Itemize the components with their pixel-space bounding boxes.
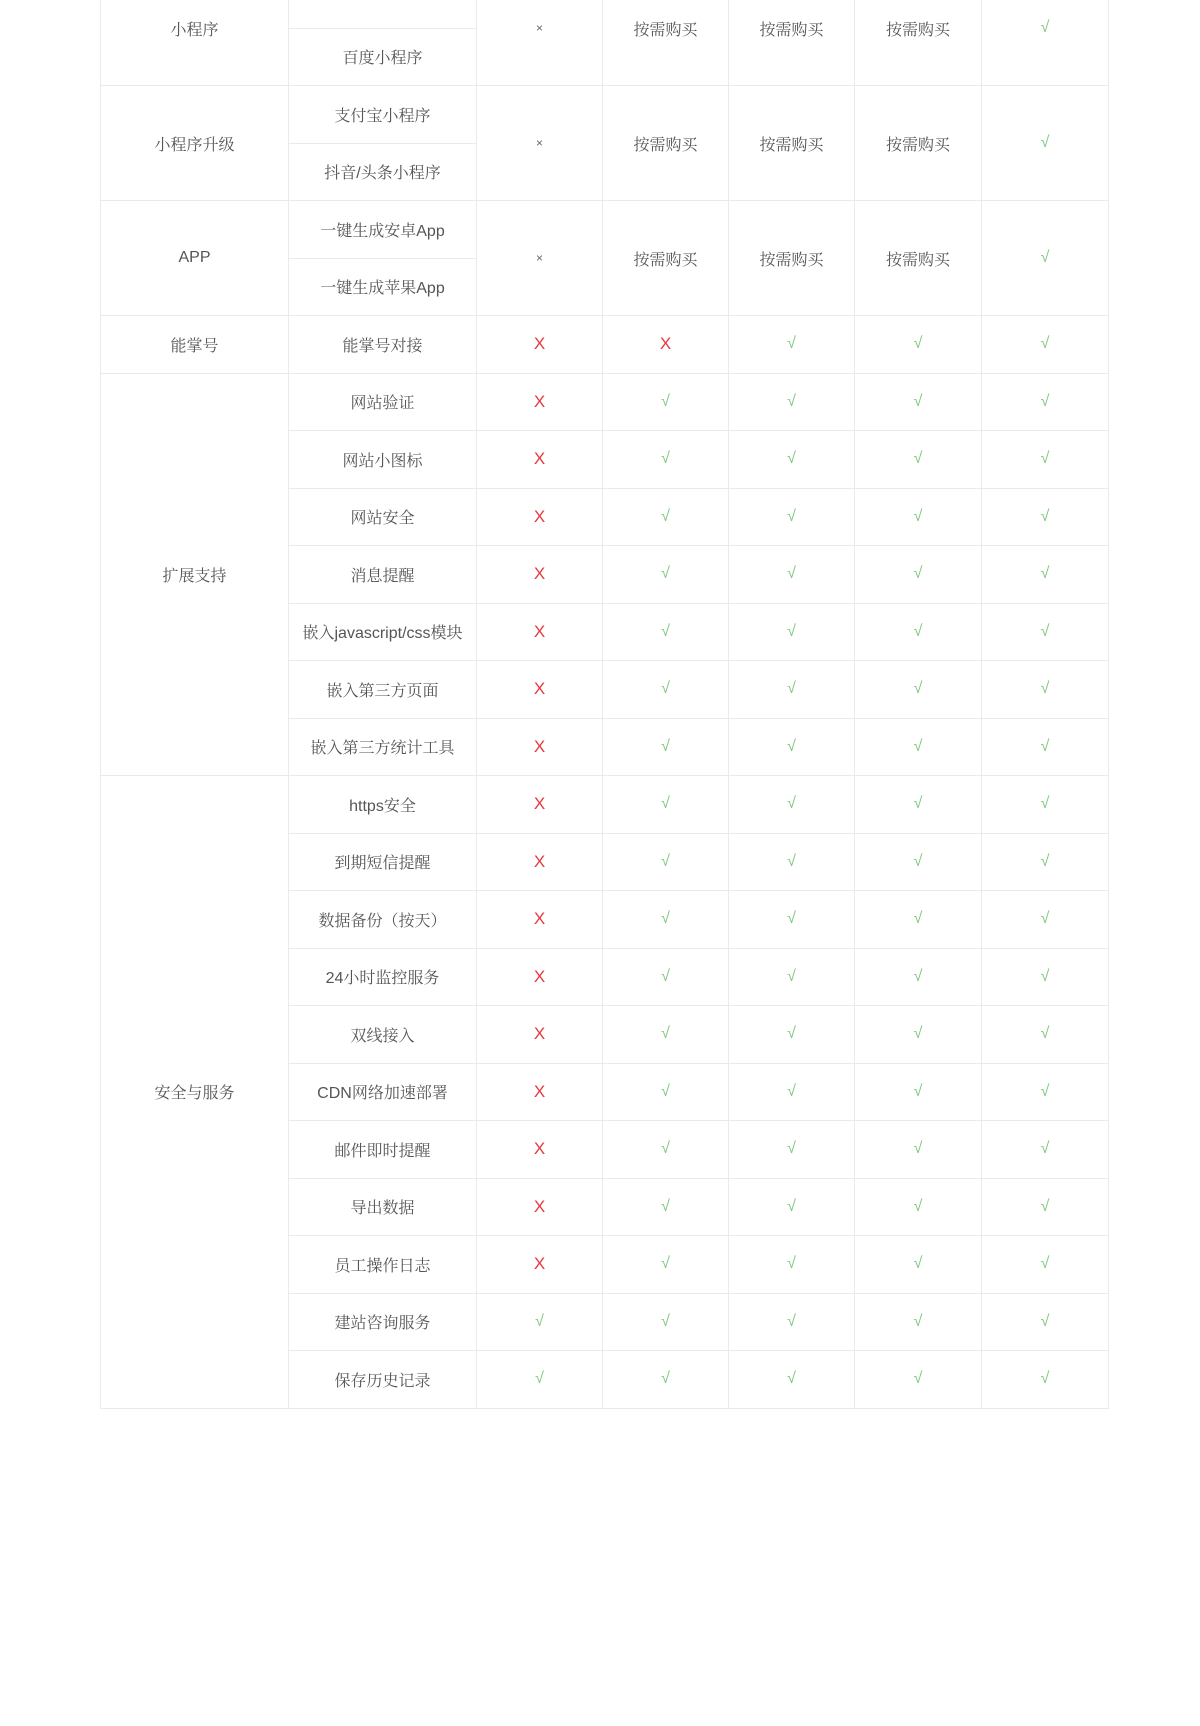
- buy-on-demand-label: 按需购买: [885, 21, 950, 39]
- plan-value-cell: [477, 1121, 603, 1179]
- plan-value-cell: [982, 201, 1109, 316]
- check-icon: √: [913, 507, 923, 525]
- feature-cell: 24小时监控服务: [289, 948, 477, 1006]
- plan-value-cell: [982, 0, 1109, 86]
- check-icon: √: [913, 1025, 923, 1043]
- plan-value-cell: [603, 431, 729, 489]
- plan-value-cell: [982, 1063, 1109, 1121]
- check-icon: √: [661, 737, 670, 755]
- check-icon: √: [787, 1255, 796, 1273]
- plan-value-cell: [855, 718, 982, 776]
- check-icon: √: [913, 737, 923, 755]
- cross-icon: X: [533, 1081, 546, 1101]
- plan-value-cell: [729, 431, 855, 489]
- plan-value-cell: [855, 776, 982, 834]
- plan-value-cell: [477, 891, 603, 949]
- check-icon: √: [913, 910, 923, 928]
- check-icon: √: [787, 565, 796, 583]
- check-icon: √: [1040, 19, 1050, 36]
- check-icon: √: [787, 1025, 796, 1043]
- check-icon: √: [1040, 910, 1050, 928]
- check-icon: √: [1040, 1140, 1050, 1158]
- plan-value-cell: [603, 316, 729, 374]
- plan-value-cell: [982, 1178, 1109, 1236]
- check-icon: √: [661, 680, 670, 698]
- check-icon: √: [787, 450, 796, 468]
- feature-cell: 网站验证: [289, 373, 477, 431]
- plan-value-cell: [477, 316, 603, 374]
- check-icon: √: [661, 795, 670, 813]
- feature-cell: 双线接入: [289, 1006, 477, 1064]
- cross-icon: ×: [535, 21, 543, 35]
- buy-on-demand-label: 按需购买: [633, 136, 698, 154]
- check-icon: √: [661, 392, 670, 410]
- plan-value-cell: [982, 86, 1109, 201]
- plan-value-cell: [729, 1351, 855, 1409]
- check-icon: √: [1040, 1197, 1050, 1215]
- feature-cell: 一键生成苹果App: [289, 258, 477, 316]
- plan-value-cell: [477, 833, 603, 891]
- cross-icon: X: [533, 564, 546, 584]
- plan-value-cell: [855, 833, 982, 891]
- check-icon: √: [535, 1312, 544, 1330]
- check-icon: √: [913, 622, 923, 640]
- buy-on-demand-label: 按需购买: [759, 136, 824, 154]
- check-icon: √: [787, 1370, 796, 1388]
- plan-value-cell: [855, 546, 982, 604]
- plan-value-cell: [982, 1236, 1109, 1294]
- check-icon: √: [661, 1370, 670, 1388]
- plan-value-cell: [982, 948, 1109, 1006]
- feature-cell: 嵌入第三方页面: [289, 661, 477, 719]
- feature-cell: [289, 0, 477, 28]
- plan-value-cell: [729, 86, 855, 201]
- buy-on-demand-label: 按需购买: [633, 251, 698, 269]
- plan-value-cell: [855, 488, 982, 546]
- check-icon: √: [787, 680, 796, 698]
- plan-value-cell: [477, 431, 603, 489]
- cross-icon: X: [533, 449, 546, 469]
- cross-icon: X: [533, 621, 546, 641]
- plan-value-cell: [729, 603, 855, 661]
- check-icon: √: [787, 507, 796, 525]
- plan-value-cell: [477, 201, 603, 316]
- check-icon: √: [787, 1312, 796, 1330]
- plan-value-cell: [603, 1351, 729, 1409]
- table-row: [101, 373, 1109, 431]
- plan-value-cell: [477, 488, 603, 546]
- plan-value-cell: [855, 316, 982, 374]
- plan-value-cell: [729, 316, 855, 374]
- cross-icon: X: [533, 1024, 546, 1044]
- plan-value-cell: [855, 891, 982, 949]
- plan-value-cell: [729, 373, 855, 431]
- check-icon: √: [913, 1082, 923, 1100]
- plan-value-cell: [982, 488, 1109, 546]
- check-icon: √: [1040, 1255, 1050, 1273]
- plan-value-cell: [603, 1178, 729, 1236]
- check-icon: √: [787, 910, 796, 928]
- category-cell: 扩展支持: [101, 373, 289, 776]
- plan-value-cell: [982, 603, 1109, 661]
- plan-value-cell: [729, 546, 855, 604]
- cross-icon: X: [533, 506, 546, 526]
- feature-cell: 嵌入第三方统计工具: [289, 718, 477, 776]
- plan-value-cell: [477, 546, 603, 604]
- buy-on-demand-label: 按需购买: [885, 251, 950, 269]
- check-icon: √: [1040, 565, 1050, 583]
- feature-cell: 建站咨询服务: [289, 1293, 477, 1351]
- feature-comparison-table: [100, 0, 1109, 1409]
- check-icon: √: [1040, 335, 1050, 353]
- check-icon: √: [661, 1140, 670, 1158]
- plan-value-cell: [729, 776, 855, 834]
- buy-on-demand-label: 按需购买: [759, 251, 824, 269]
- plan-value-cell: [603, 1006, 729, 1064]
- plan-value-cell: [603, 546, 729, 604]
- plan-value-cell: [982, 546, 1109, 604]
- plan-value-cell: [729, 1063, 855, 1121]
- cross-icon: X: [533, 966, 546, 986]
- feature-cell: 邮件即时提醒: [289, 1121, 477, 1179]
- plan-value-cell: [477, 1351, 603, 1409]
- check-icon: √: [1040, 1025, 1050, 1043]
- plan-value-cell: [855, 201, 982, 316]
- plan-value-cell: [855, 1351, 982, 1409]
- plan-value-cell: [603, 661, 729, 719]
- plan-value-cell: [855, 1063, 982, 1121]
- check-icon: √: [787, 392, 796, 410]
- feature-cell: 消息提醒: [289, 546, 477, 604]
- plan-value-cell: [982, 1121, 1109, 1179]
- plan-value-cell: [603, 833, 729, 891]
- plan-value-cell: [477, 776, 603, 834]
- plan-value-cell: [477, 661, 603, 719]
- check-icon: √: [787, 1197, 796, 1215]
- plan-value-cell: [603, 201, 729, 316]
- category-cell: APP: [101, 201, 289, 316]
- check-icon: √: [661, 967, 670, 985]
- check-icon: √: [661, 1082, 670, 1100]
- plan-value-cell: [729, 891, 855, 949]
- plan-value-cell: [603, 1236, 729, 1294]
- plan-value-cell: [855, 1293, 982, 1351]
- feature-cell: 嵌入javascript/css模块: [289, 603, 477, 661]
- plan-value-cell: [982, 1293, 1109, 1351]
- check-icon: √: [1040, 1082, 1050, 1100]
- plan-value-cell: [855, 431, 982, 489]
- feature-cell: 能掌号对接: [289, 316, 477, 374]
- plan-value-cell: [855, 1178, 982, 1236]
- check-icon: √: [913, 1312, 923, 1330]
- plan-value-cell: [982, 661, 1109, 719]
- feature-cell: 到期短信提醒: [289, 833, 477, 891]
- plan-value-cell: [729, 833, 855, 891]
- check-icon: √: [661, 1025, 670, 1043]
- plan-value-cell: [477, 1006, 603, 1064]
- plan-value-cell: [729, 718, 855, 776]
- feature-comparison-table-wrapper: [100, 0, 1108, 1409]
- cross-icon: ×: [535, 251, 543, 265]
- check-icon: √: [913, 1197, 923, 1215]
- check-icon: √: [787, 795, 796, 813]
- feature-cell: 支付宝小程序: [289, 86, 477, 144]
- check-icon: √: [913, 795, 923, 813]
- cross-icon: X: [659, 334, 672, 354]
- plan-value-cell: [855, 1006, 982, 1064]
- category-cell: 安全与服务: [101, 776, 289, 1409]
- plan-value-cell: [477, 1236, 603, 1294]
- check-icon: √: [1040, 1312, 1050, 1330]
- check-icon: √: [661, 507, 670, 525]
- check-icon: √: [1040, 392, 1050, 410]
- plan-value-cell: [982, 316, 1109, 374]
- feature-cell: 百度小程序: [289, 28, 477, 86]
- plan-value-cell: [729, 1121, 855, 1179]
- cross-icon: X: [533, 679, 546, 699]
- cross-icon: X: [533, 391, 546, 411]
- plan-value-cell: [855, 0, 982, 86]
- plan-value-cell: [603, 603, 729, 661]
- cross-icon: X: [533, 736, 546, 756]
- plan-value-cell: [477, 0, 603, 86]
- check-icon: √: [913, 565, 923, 583]
- plan-value-cell: [855, 373, 982, 431]
- plan-value-cell: [603, 776, 729, 834]
- plan-value-cell: [729, 1236, 855, 1294]
- plan-value-cell: [729, 0, 855, 86]
- plan-value-cell: [603, 1121, 729, 1179]
- check-icon: √: [913, 1255, 923, 1273]
- check-icon: √: [535, 1370, 544, 1388]
- plan-value-cell: [982, 1351, 1109, 1409]
- plan-value-cell: [855, 86, 982, 201]
- check-icon: √: [661, 1197, 670, 1215]
- plan-value-cell: [477, 948, 603, 1006]
- plan-value-cell: [855, 661, 982, 719]
- check-icon: √: [913, 392, 923, 410]
- check-icon: √: [913, 967, 923, 985]
- buy-on-demand-label: 按需购买: [759, 21, 824, 39]
- cross-icon: X: [533, 851, 546, 871]
- feature-cell: 抖音/头条小程序: [289, 143, 477, 201]
- plan-value-cell: [477, 718, 603, 776]
- plan-value-cell: [477, 603, 603, 661]
- check-icon: √: [661, 852, 670, 870]
- table-row: [101, 201, 1109, 259]
- check-icon: √: [1040, 507, 1050, 525]
- plan-value-cell: [603, 488, 729, 546]
- check-icon: √: [1040, 795, 1050, 813]
- feature-cell: 员工操作日志: [289, 1236, 477, 1294]
- table-row: [101, 0, 1109, 28]
- buy-on-demand-label: 按需购买: [885, 136, 950, 154]
- plan-value-cell: [603, 86, 729, 201]
- plan-value-cell: [855, 603, 982, 661]
- check-icon: √: [787, 1140, 796, 1158]
- check-icon: √: [787, 737, 796, 755]
- check-icon: √: [787, 967, 796, 985]
- feature-cell: 保存历史记录: [289, 1351, 477, 1409]
- plan-value-cell: [982, 776, 1109, 834]
- feature-cell: 数据备份（按天）: [289, 891, 477, 949]
- plan-value-cell: [729, 661, 855, 719]
- plan-value-cell: [982, 891, 1109, 949]
- plan-value-cell: [603, 891, 729, 949]
- comparison-table-body: [101, 0, 1109, 1408]
- plan-value-cell: [603, 1293, 729, 1351]
- check-icon: √: [1040, 622, 1050, 640]
- plan-value-cell: [729, 1178, 855, 1236]
- check-icon: √: [661, 622, 670, 640]
- check-icon: √: [661, 1255, 670, 1273]
- plan-value-cell: [982, 1006, 1109, 1064]
- plan-value-cell: [729, 488, 855, 546]
- buy-on-demand-label: 按需购买: [633, 21, 698, 39]
- cross-icon: X: [533, 1196, 546, 1216]
- cross-icon: X: [533, 1139, 546, 1159]
- plan-value-cell: [982, 431, 1109, 489]
- plan-value-cell: [982, 718, 1109, 776]
- plan-value-cell: [729, 201, 855, 316]
- check-icon: √: [1040, 967, 1050, 985]
- plan-value-cell: [982, 373, 1109, 431]
- plan-value-cell: [603, 373, 729, 431]
- feature-cell: 一键生成安卓App: [289, 201, 477, 259]
- feature-cell: 网站安全: [289, 488, 477, 546]
- check-icon: √: [661, 1312, 670, 1330]
- plan-value-cell: [729, 1006, 855, 1064]
- check-icon: √: [1040, 852, 1050, 870]
- feature-cell: 网站小图标: [289, 431, 477, 489]
- feature-cell: 导出数据: [289, 1178, 477, 1236]
- plan-value-cell: [477, 1293, 603, 1351]
- check-icon: √: [787, 852, 796, 870]
- check-icon: √: [1040, 737, 1050, 755]
- plan-value-cell: [729, 1293, 855, 1351]
- plan-value-cell: [477, 86, 603, 201]
- plan-value-cell: [855, 948, 982, 1006]
- plan-value-cell: [982, 833, 1109, 891]
- cross-icon: X: [533, 794, 546, 814]
- check-icon: √: [787, 335, 796, 353]
- check-icon: √: [913, 680, 923, 698]
- table-row: [101, 86, 1109, 144]
- check-icon: √: [787, 1082, 796, 1100]
- check-icon: √: [1040, 249, 1050, 266]
- cross-icon: ×: [535, 136, 543, 150]
- check-icon: √: [1040, 450, 1050, 468]
- check-icon: √: [913, 335, 923, 353]
- table-row: [101, 776, 1109, 834]
- check-icon: √: [787, 622, 796, 640]
- check-icon: √: [661, 565, 670, 583]
- check-icon: √: [913, 852, 923, 870]
- plan-value-cell: [477, 373, 603, 431]
- category-cell: 小程序: [101, 0, 289, 86]
- check-icon: √: [1040, 134, 1050, 151]
- plan-value-cell: [477, 1178, 603, 1236]
- table-row: [101, 316, 1109, 374]
- category-cell: 小程序升级: [101, 86, 289, 201]
- plan-value-cell: [855, 1121, 982, 1179]
- plan-value-cell: [477, 1063, 603, 1121]
- check-icon: √: [913, 450, 923, 468]
- check-icon: √: [913, 1370, 923, 1388]
- cross-icon: X: [533, 334, 546, 354]
- plan-value-cell: [603, 948, 729, 1006]
- check-icon: √: [661, 450, 670, 468]
- cross-icon: X: [533, 1254, 546, 1274]
- check-icon: √: [913, 1140, 923, 1158]
- check-icon: √: [1040, 680, 1050, 698]
- plan-value-cell: [855, 1236, 982, 1294]
- plan-value-cell: [729, 948, 855, 1006]
- cross-icon: X: [533, 909, 546, 929]
- plan-value-cell: [603, 718, 729, 776]
- category-cell: 能掌号: [101, 316, 289, 374]
- plan-value-cell: [603, 0, 729, 86]
- check-icon: √: [661, 910, 670, 928]
- plan-value-cell: [603, 1063, 729, 1121]
- feature-cell: CDN网络加速部署: [289, 1063, 477, 1121]
- check-icon: √: [1040, 1370, 1050, 1388]
- feature-cell: https安全: [289, 776, 477, 834]
